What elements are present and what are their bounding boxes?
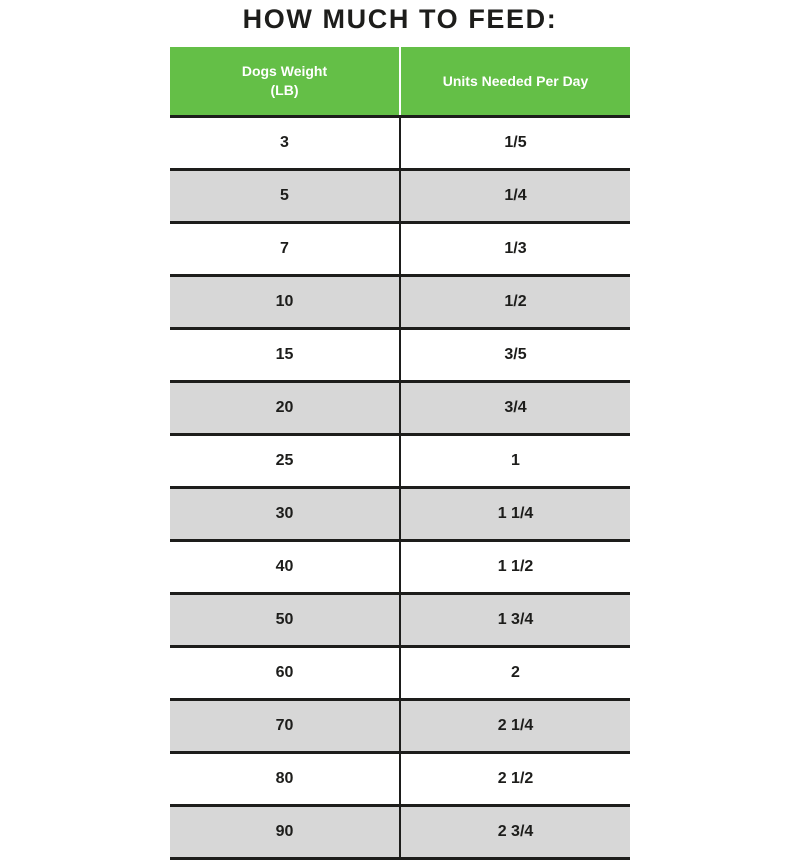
cell-units-value: 1	[511, 452, 520, 469]
cell-units	[400, 541, 630, 594]
cell-units-value: 1/2	[504, 293, 527, 310]
cell-weight: 90	[170, 806, 400, 859]
cell-units	[400, 806, 630, 859]
cell-units-value: 1/5	[504, 134, 527, 151]
cell-units	[400, 700, 630, 753]
table-row	[170, 594, 630, 647]
cell-units	[400, 435, 630, 488]
column-header-units-line1: Units Needed Per Day	[442, 72, 589, 89]
cell-units-value: 1 1/4	[497, 505, 534, 522]
cell-units	[400, 647, 630, 700]
cell-weight: 20	[170, 382, 400, 435]
cell-units-value: 3/4	[504, 399, 527, 416]
table-header-row	[170, 47, 630, 117]
cell-weight: 30	[170, 488, 400, 541]
cell-weight: 7	[170, 223, 400, 276]
cell-weight: 3	[170, 117, 400, 170]
cell-weight: 60	[170, 647, 400, 700]
table-row	[170, 329, 630, 382]
cell-units-value: 2 3/4	[497, 823, 534, 840]
cell-units-value: 2 1/4	[497, 717, 534, 734]
cell-units-value: 2	[511, 664, 520, 681]
cell-units-value: 1 1/2	[497, 558, 534, 575]
cell-units-value: 1 3/4	[497, 611, 534, 628]
cell-units	[400, 117, 630, 170]
table-header	[170, 47, 630, 117]
cell-weight: 25	[170, 435, 400, 488]
cell-weight: 5	[170, 170, 400, 223]
cell-units	[400, 276, 630, 329]
table-row	[170, 488, 630, 541]
cell-units	[400, 382, 630, 435]
table-row	[170, 647, 630, 700]
column-header-weight-line1: Dogs Weight	[241, 63, 328, 80]
column-header-weight-line2: (LB)	[270, 82, 299, 98]
cell-units	[400, 170, 630, 223]
cell-units	[400, 329, 630, 382]
cell-units	[400, 594, 630, 647]
cell-units-value: 2 1/2	[497, 770, 534, 787]
table-row	[170, 170, 630, 223]
cell-weight: 40	[170, 541, 400, 594]
table-row	[170, 541, 630, 594]
feeding-table-wrapper	[170, 47, 630, 860]
table-row	[170, 753, 630, 806]
cell-units	[400, 488, 630, 541]
table-row	[170, 700, 630, 753]
table-body	[170, 117, 630, 859]
column-header-units	[400, 47, 630, 117]
cell-units-value: 1/3	[504, 240, 527, 257]
cell-units	[400, 223, 630, 276]
cell-weight: 50	[170, 594, 400, 647]
cell-units	[400, 753, 630, 806]
table-row	[170, 117, 630, 170]
table-row	[170, 382, 630, 435]
feeding-table	[170, 47, 630, 860]
table-row	[170, 276, 630, 329]
column-header-weight	[170, 47, 400, 117]
page-title: HOW MUCH TO FEED:	[242, 4, 558, 34]
table-row	[170, 806, 630, 859]
table-row	[170, 435, 630, 488]
cell-units-value: 1/4	[504, 187, 527, 204]
cell-weight: 10	[170, 276, 400, 329]
table-row	[170, 223, 630, 276]
cell-weight: 15	[170, 329, 400, 382]
cell-weight: 70	[170, 700, 400, 753]
cell-units-value: 3/5	[504, 346, 527, 363]
cell-weight: 80	[170, 753, 400, 806]
